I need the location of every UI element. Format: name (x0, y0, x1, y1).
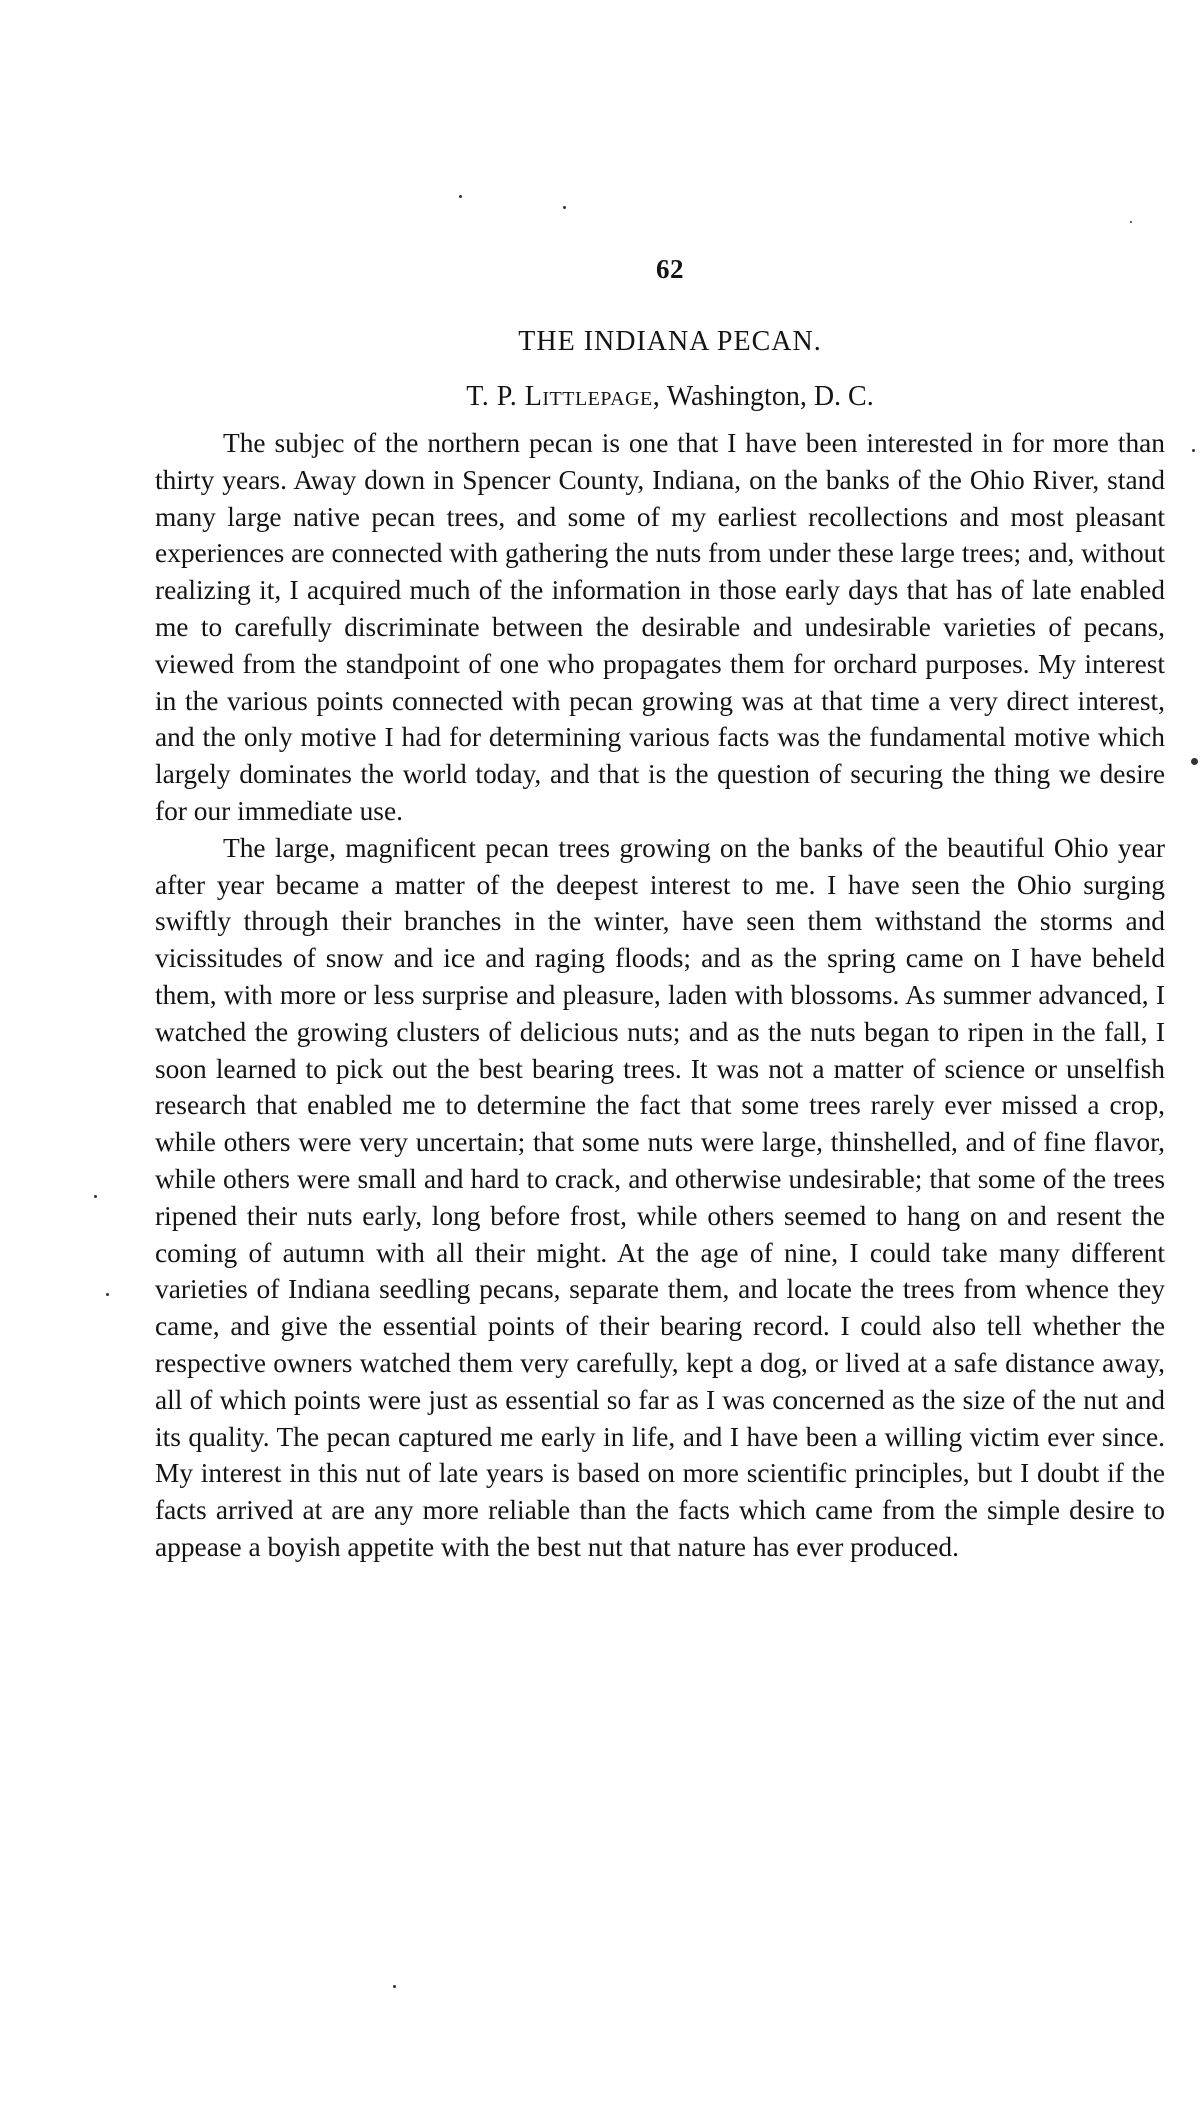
scan-speck (563, 206, 566, 209)
scan-speck (106, 1293, 109, 1296)
article-title: THE INDIANA PECAN. (518, 326, 822, 357)
author-location: Washington, D. C. (660, 381, 874, 412)
scan-speck (94, 1195, 97, 1198)
scan-speck (1191, 758, 1198, 765)
author-name: T. P. Littlepage, (466, 381, 661, 412)
byline (0, 381, 1200, 413)
body-paragraph: The large, magnificent pecan trees growing on the banks of the beautiful Ohio year after year became a matter of the deepest interest to me. I have seen the Ohio surging swiftly through their branches in the winter, have seen them withstand the storms and vicissitudes of snow and ice and raging floods; and as the spring came on I have beheld them, with more or less surprise and pleasure, laden with blossoms. As summer advanced, I watched the growing clusters of delicious nuts; and as the nuts began to ripen in the fall, I soon learned to pick out the best bearing trees. It was not a matter of science or unselfish research that enabled me to determine the fact that some trees rarely ever missed a crop, while others were very uncertain; that some nuts were large, thinshelled, and of fine flavor, while others were small and hard to crack, and otherwise undesirable; that some of the trees ripened their nuts early, long before frost, while others seemed to hang on and resent the coming of autumn with all their might. At the age of nine, I could take many different varieties of Indiana seedling pecans, separate them, and locate the trees from whence they came, and give the essential points of their bearing record. I could also tell whether the respective owners watched them very carefully, kept a dog, or lived at a safe distance away, all of which points were just as essential so far as I was concerned as the size of the nut and its quality. The pecan captured me early in life, and I have been a willing victim ever since. My interest in this nut of late years is based on more scientific principles, but I doubt if the facts arrived at are any more reliable than the facts which came from the simple desire to appease a boyish appetite with the best nut that nature has ever produced. (155, 832, 1165, 1562)
body-paragraph: The subjec of the northern pecan is one that I have been interested in for more than thirty years. Away down in Spencer County, Indiana, on the banks of the Ohio River, stand many large native pecan trees, and some of my earliest recollections and most pleasant experiences are connected with gathering the nuts from under these large trees; and, without realizing it, I acquired much of the information in those early days that has of late enabled me to carefully discriminate between the desirable and undesirable varieties of pecans, viewed from the standpoint of one who propagates them for orchard purposes. My interest in the various points connected with pecan growing was at that time a very direct interest, and the only motive I had for determining various facts was the fundamental motive which largely dominates the world today, and that is the question of securing the thing we desire for our immediate use. (155, 428, 1165, 826)
page-number: 62 (656, 254, 684, 284)
scan-speck (1192, 449, 1195, 452)
scan-speck (459, 195, 462, 198)
scan-speck (393, 1985, 396, 1988)
scan-speck (1130, 221, 1132, 223)
article-body (155, 425, 1165, 1566)
